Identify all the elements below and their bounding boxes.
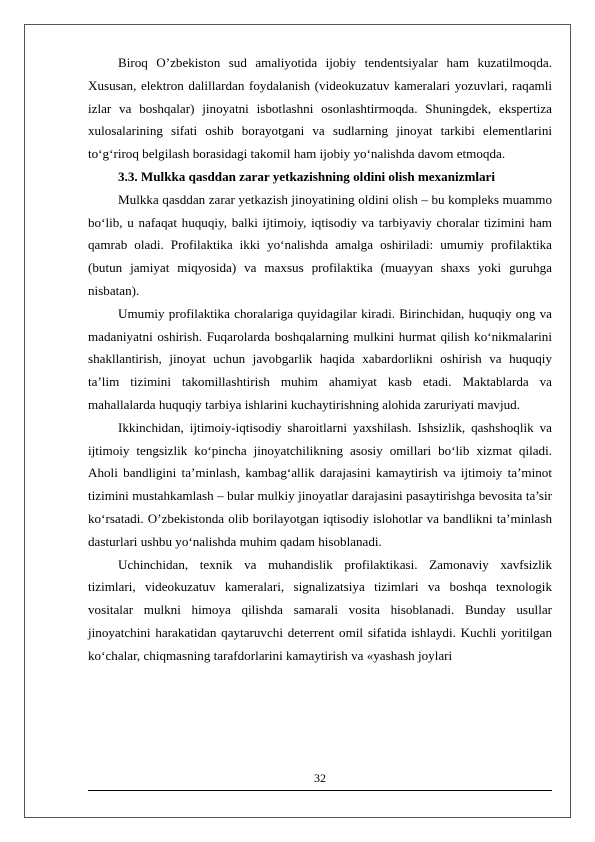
- document-body: [88, 52, 552, 668]
- paragraph-1: Mulkka qasddan zarar yetkazish jinoyatining oldini olish – bu kompleks muammo bo‘lib, u nafaqat huquqiy, balki ijtimoiy, iqtisodiy va tarbiyaviy choralar tizimini ham qamrab oladi. Profilaktika ikki yo‘nalishda amalga oshiriladi: umumiy profilaktika (butun jamiyat miqyosida) va maxsus profilaktika (muayyan shaxs yoki guruhga nisbatan).: [88, 191, 552, 298]
- paragraph-3: Ikkinchidan, ijtimoiy-iqtisodiy sharoitlarni yaxshilash. Ishsizlik, qashshoqlik va ijtimoiy tengsizlik ko‘pincha jinoyatchilikning asosiy omillari bo‘lib xizmat qiladi. Aholi bandligini ta’minlash, kambag‘allik darajasini kamaytirish va ijtimoiy ta’minot tizimini mustahkamlash – bular mulkiy jinoyatlar darajasini pasaytirishga bevosita ta’sir ko‘rsatadi. O’zbekistonda olib borilayotgan iqtisodiy islohotlar va bandlikni ta’minlash dasturlari ushbu yo‘nalishda muhim qadam hisoblanadi.: [88, 419, 552, 549]
- section-heading: 3.3. Mulkka qasddan zarar yetkazishning oldini olish mexanizmlari: [118, 168, 495, 184]
- paragraph-intro: Biroq O’zbekiston sud amaliyotida ijobiy tendentsiyalar ham kuzatilmoqda. Xususan, elektron dalillardan foydalanish (videokuzatuv kameralari yozuvlari, raqamli izlar va boshqalar) jinoyatni isbotlashni osonlashtirmoqda. Shuningdek, ekspertiza xulosalarining sifati oshib borayotgani va sudlarning jinoyat tarkibi elementlarini to‘g‘riroq belgilash borasidagi takomil ham ijobiy yo‘nalishda davom etmoqda.: [88, 55, 552, 162]
- page-number: 32: [314, 771, 326, 785]
- paragraph-2: Umumiy profilaktika choralariga quyidagilar kiradi. Birinchidan, huquqiy ong va madaniyatni oshirish. Fuqarolarda boshqalarning mulkini hurmat qilish ko‘nikmalarini shakllantirish, jinoyat uchun javobgarlik haqida xabardorlikni oshirish va huquqiy ta’lim tizimini takomillashtirish muhim ahamiyat kasb etadi. Maktablarda va mahallalarda huquqiy tarbiya ishlarini kuchaytirishning alohida zaruriyati mavjud.: [88, 305, 552, 412]
- footer-divider: [88, 790, 552, 791]
- paragraph-4: Uchinchidan, texnik va muhandislik profilaktikasi. Zamonaviy xavfsizlik tizimlari, videokuzatuv kameralari, signalizatsiya tizimlari va boshqa texnologik vositalar mulkni himoya qilishda samarali vosita hisoblanadi. Bunday usullar jinoyatchini harakatidan qaytaruvchi deterrent omil sifatida ishlaydi. Kuchli yoritilgan ko‘chalar, chiqmasning tarafdorlarini kamaytirish va «yashash joylari: [88, 556, 552, 663]
